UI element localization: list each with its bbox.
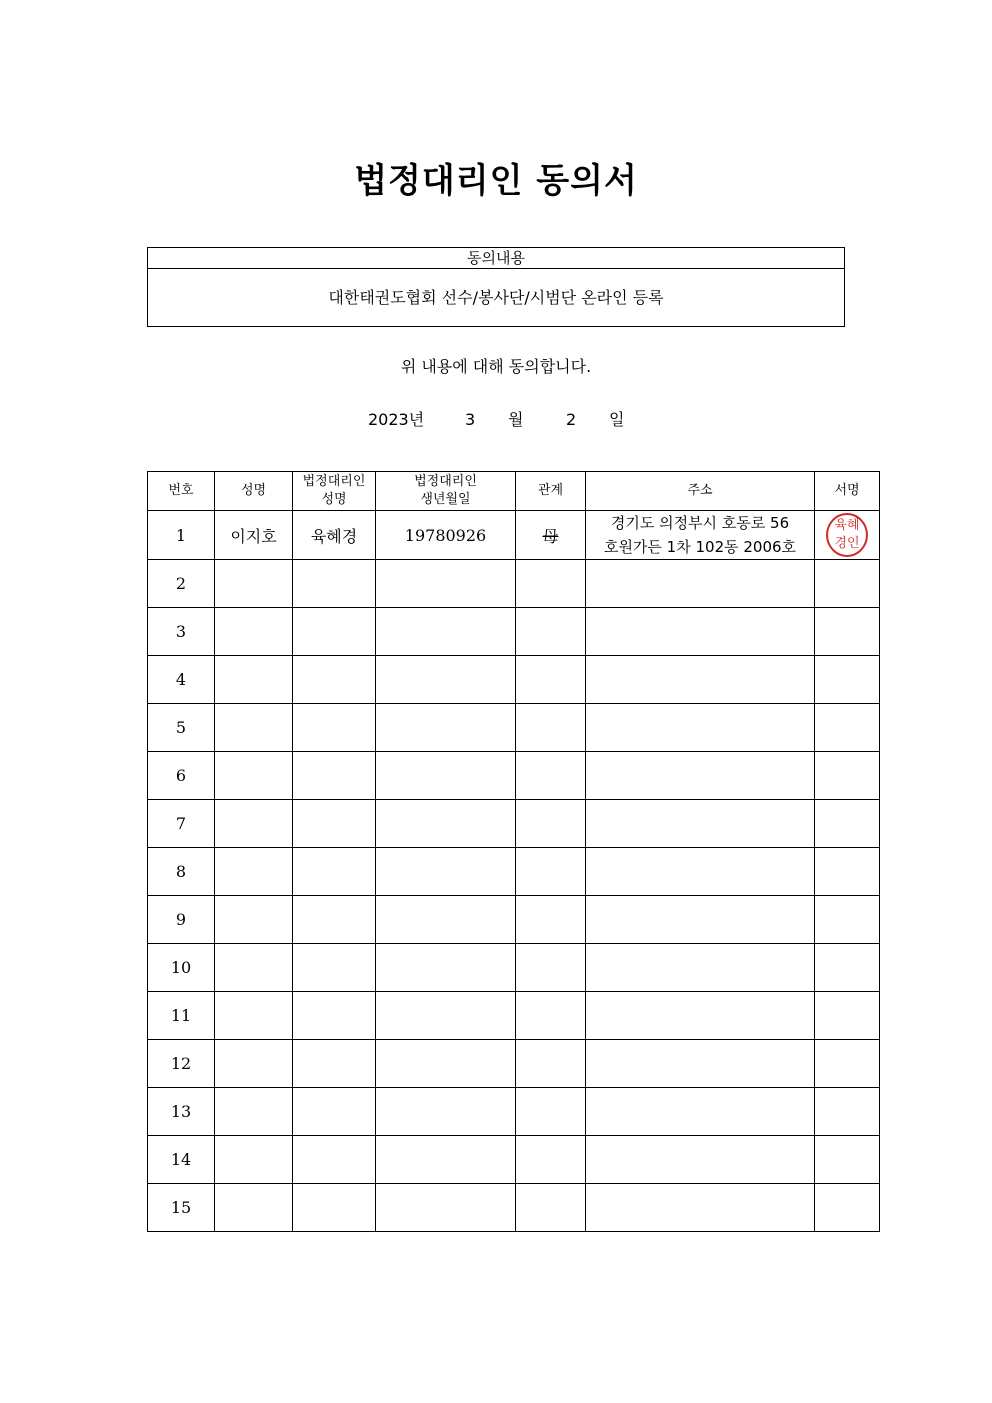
cell-guardian-name bbox=[293, 608, 376, 656]
cell-name: 이지호 bbox=[215, 511, 293, 560]
table-row bbox=[148, 1040, 880, 1088]
cell-address bbox=[586, 511, 815, 560]
cell-signature bbox=[815, 944, 880, 992]
cell-guardian-birth bbox=[376, 656, 516, 704]
header-guardian-name-line2: 성명 bbox=[321, 492, 347, 507]
cell-name bbox=[215, 704, 293, 752]
consent-box bbox=[147, 247, 845, 327]
cell-name bbox=[215, 944, 293, 992]
cell-name bbox=[215, 608, 293, 656]
cell-signature bbox=[815, 656, 880, 704]
cell-name bbox=[215, 848, 293, 896]
agreement-statement: 위 내용에 대해 동의합니다. bbox=[400, 357, 592, 376]
table-row bbox=[148, 848, 880, 896]
cell-guardian-name bbox=[293, 896, 376, 944]
cell-name bbox=[215, 1136, 293, 1184]
cell-guardian-name bbox=[293, 752, 376, 800]
cell-address bbox=[586, 608, 815, 656]
cell-no: 10 bbox=[148, 944, 215, 992]
header-name: 성명 bbox=[215, 472, 293, 511]
header-guardian-birth-line1: 법정대리인 bbox=[414, 474, 477, 489]
cell-address bbox=[586, 896, 815, 944]
header-guardian-birth-line2: 생년월일 bbox=[420, 492, 471, 507]
table-row bbox=[148, 560, 880, 608]
cell-guardian-name bbox=[293, 944, 376, 992]
address-line1: 경기도 의정부시 호동로 56 bbox=[610, 514, 790, 532]
cell-address bbox=[586, 1040, 815, 1088]
cell-guardian-birth: 19780926 bbox=[376, 511, 516, 560]
cell-relation bbox=[516, 992, 586, 1040]
header-guardian-name bbox=[293, 472, 376, 511]
header-signature: 서명 bbox=[815, 472, 880, 511]
cell-address bbox=[586, 1088, 815, 1136]
header-guardian-birth bbox=[376, 472, 516, 511]
table-row bbox=[148, 1136, 880, 1184]
cell-address bbox=[586, 656, 815, 704]
date-month-unit: 월 bbox=[508, 410, 524, 429]
cell-relation bbox=[516, 944, 586, 992]
cell-guardian-name bbox=[293, 560, 376, 608]
cell-no: 5 bbox=[148, 704, 215, 752]
consent-content: 대한태권도협회 선수/봉사단/시범단 온라인 등록 bbox=[328, 288, 664, 307]
cell-address bbox=[586, 944, 815, 992]
table-row bbox=[148, 1088, 880, 1136]
cell-signature bbox=[815, 1184, 880, 1232]
cell-name bbox=[215, 1184, 293, 1232]
cell-no: 9 bbox=[148, 896, 215, 944]
cell-guardian-birth bbox=[376, 848, 516, 896]
cell-signature bbox=[815, 896, 880, 944]
cell-no: 11 bbox=[148, 992, 215, 1040]
cell-relation bbox=[516, 656, 586, 704]
table-row bbox=[148, 752, 880, 800]
table-row bbox=[148, 992, 880, 1040]
seal-stamp bbox=[826, 513, 868, 557]
cell-no: 2 bbox=[148, 560, 215, 608]
header-no: 번호 bbox=[148, 472, 215, 511]
header-address: 주소 bbox=[586, 472, 815, 511]
cell-relation bbox=[516, 1088, 586, 1136]
cell-relation bbox=[516, 896, 586, 944]
cell-guardian-birth bbox=[376, 1088, 516, 1136]
cell-name bbox=[215, 896, 293, 944]
cell-guardian-birth bbox=[376, 896, 516, 944]
cell-no: 12 bbox=[148, 1040, 215, 1088]
cell-signature bbox=[815, 1088, 880, 1136]
date-day-unit: 일 bbox=[609, 410, 625, 429]
cell-name bbox=[215, 752, 293, 800]
cell-guardian-name bbox=[293, 848, 376, 896]
date-year: 2023년 bbox=[368, 410, 425, 429]
cell-relation bbox=[516, 1040, 586, 1088]
cell-signature bbox=[815, 752, 880, 800]
cell-guardian-name bbox=[293, 1088, 376, 1136]
header-guardian-name-line1: 법정대리인 bbox=[302, 474, 366, 489]
cell-name bbox=[215, 1088, 293, 1136]
cell-guardian-name bbox=[293, 656, 376, 704]
address-line2: 호원가든 1차 102동 2006호 bbox=[603, 538, 797, 556]
cell-name bbox=[215, 560, 293, 608]
cell-guardian-birth bbox=[376, 752, 516, 800]
cell-address bbox=[586, 704, 815, 752]
table-header-row bbox=[148, 472, 880, 511]
cell-address bbox=[586, 752, 815, 800]
cell-guardian-birth bbox=[376, 992, 516, 1040]
cell-no: 6 bbox=[148, 752, 215, 800]
cell-signature bbox=[815, 704, 880, 752]
cell-name bbox=[215, 992, 293, 1040]
header-relation: 관계 bbox=[516, 472, 586, 511]
cell-address bbox=[586, 1184, 815, 1232]
cell-no: 4 bbox=[148, 656, 215, 704]
date-day: 2 bbox=[566, 410, 577, 429]
cell-name bbox=[215, 656, 293, 704]
table-row bbox=[148, 608, 880, 656]
cell-relation bbox=[516, 848, 586, 896]
table-row bbox=[148, 511, 880, 560]
cell-signature bbox=[815, 992, 880, 1040]
page-title: 법정대리인 동의서 bbox=[354, 161, 638, 201]
cell-signature bbox=[815, 800, 880, 848]
cell-guardian-birth bbox=[376, 1040, 516, 1088]
cell-guardian-name bbox=[293, 1184, 376, 1232]
cell-guardian-name bbox=[293, 704, 376, 752]
cell-relation bbox=[516, 608, 586, 656]
date-month: 3 bbox=[465, 410, 476, 429]
seal-line2: 경인 bbox=[834, 536, 860, 551]
cell-relation bbox=[516, 752, 586, 800]
cell-address bbox=[586, 800, 815, 848]
cell-guardian-birth bbox=[376, 560, 516, 608]
cell-address bbox=[586, 1136, 815, 1184]
cell-name bbox=[215, 1040, 293, 1088]
date-line bbox=[0, 409, 992, 431]
cell-guardian-name bbox=[293, 800, 376, 848]
cell-address bbox=[586, 848, 815, 896]
cell-relation bbox=[516, 704, 586, 752]
cell-signature bbox=[815, 1040, 880, 1088]
cell-guardian-birth bbox=[376, 1184, 516, 1232]
cell-signature bbox=[815, 1136, 880, 1184]
consent-header: 동의내용 bbox=[148, 248, 844, 269]
cell-no: 7 bbox=[148, 800, 215, 848]
cell-name bbox=[215, 800, 293, 848]
table-row bbox=[148, 800, 880, 848]
cell-no: 1 bbox=[148, 511, 215, 560]
cell-signature bbox=[815, 848, 880, 896]
cell-no: 3 bbox=[148, 608, 215, 656]
cell-guardian-name bbox=[293, 1040, 376, 1088]
cell-guardian-birth bbox=[376, 1136, 516, 1184]
cell-no: 14 bbox=[148, 1136, 215, 1184]
cell-guardian-name bbox=[293, 992, 376, 1040]
cell-address bbox=[586, 992, 815, 1040]
cell-signature bbox=[815, 511, 880, 560]
table-row bbox=[148, 896, 880, 944]
cell-guardian-name bbox=[293, 1136, 376, 1184]
table-row bbox=[148, 944, 880, 992]
table-row bbox=[148, 1184, 880, 1232]
table-row bbox=[148, 704, 880, 752]
cell-guardian-birth bbox=[376, 608, 516, 656]
cell-signature bbox=[815, 560, 880, 608]
cell-relation bbox=[516, 1136, 586, 1184]
cell-signature bbox=[815, 608, 880, 656]
cell-no: 13 bbox=[148, 1088, 215, 1136]
cell-no: 15 bbox=[148, 1184, 215, 1232]
cell-guardian-birth bbox=[376, 800, 516, 848]
cell-no: 8 bbox=[148, 848, 215, 896]
cell-guardian-birth bbox=[376, 944, 516, 992]
cell-relation bbox=[516, 1184, 586, 1232]
cell-address bbox=[586, 560, 815, 608]
cell-relation bbox=[516, 511, 586, 560]
cell-relation bbox=[516, 800, 586, 848]
table-row bbox=[148, 656, 880, 704]
cell-relation bbox=[516, 560, 586, 608]
cell-guardian-name: 육혜경 bbox=[293, 511, 376, 560]
signers-table bbox=[147, 471, 880, 1232]
relation-value: 母 bbox=[542, 526, 559, 546]
cell-guardian-birth bbox=[376, 704, 516, 752]
seal-line1: 육혜 bbox=[834, 518, 860, 533]
